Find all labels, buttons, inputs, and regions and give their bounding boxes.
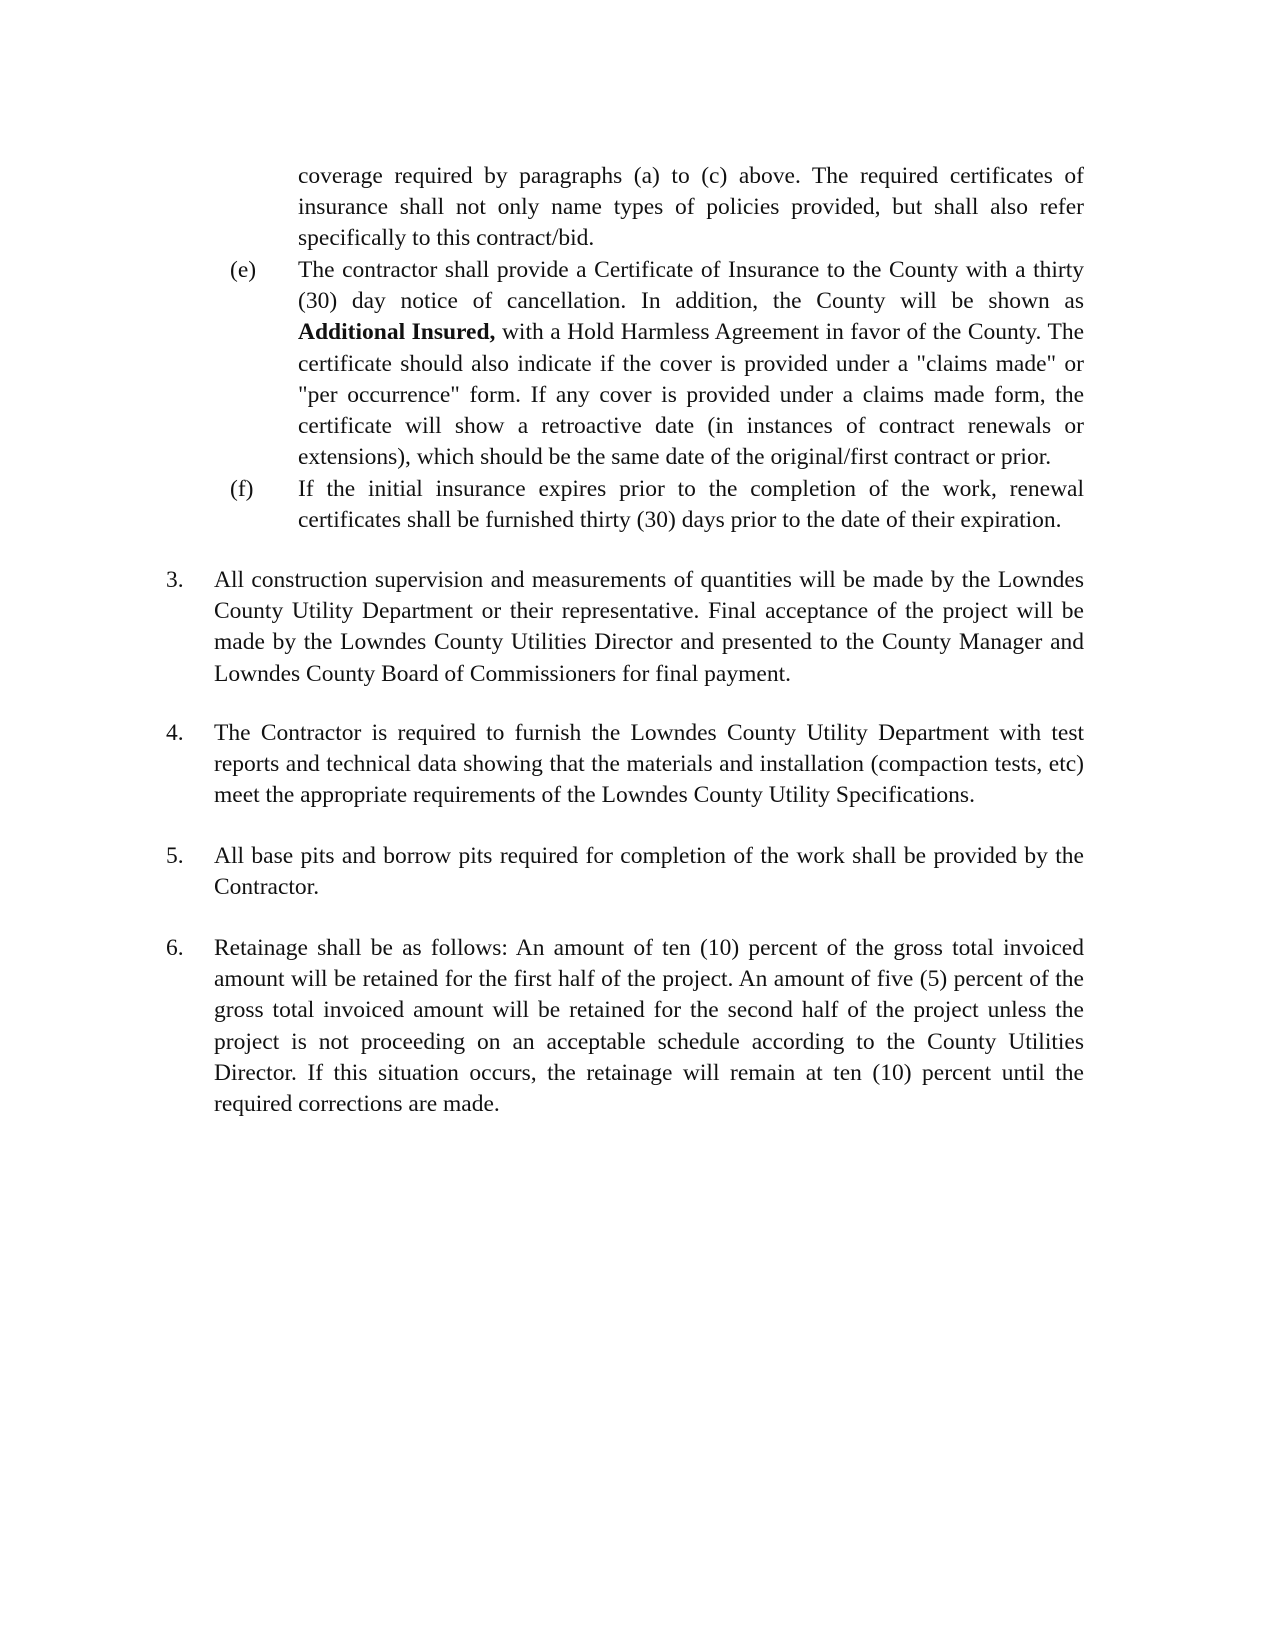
item-5-label: 5. (166, 843, 184, 869)
item-3-label: 3. (166, 567, 184, 593)
sub-item-label-f: (f) (230, 476, 254, 502)
sub-item-e-text-before: The contractor shall provide a Certificate of Insurance to the County with a thirty (30) day notice of cancellation. In addition, the County will be shown as (298, 257, 1084, 315)
item-4-text: The Contractor is required to furnish the Lowndes County Utility Department with test reports and technical data showing that the materials and installation (compaction tests, etc) meet the appropriate requirements of the Lowndes County Utility Specifications. (214, 720, 1084, 809)
sub-item-e-text (298, 255, 1084, 473)
item-4-label: 4. (166, 720, 184, 746)
additional-insured-bold: Additional Insured, (298, 319, 496, 346)
continuation-paragraph: coverage required by paragraphs (a) to (c) above. The required certificates of insurance shall not only name types of policies provided, but shall also refer specifically to this contract/bid. (298, 163, 1084, 252)
item-6-label: 6. (166, 935, 184, 961)
sub-item-f-text: If the initial insurance expires prior to the completion of the work, renewal certificates shall be furnished thirty (30) days prior to the date of their expiration. (298, 476, 1084, 534)
sub-item-label-e: (e) (230, 257, 257, 283)
item-6-text: Retainage shall be as follows: An amount of ten (10) percent of the gross total invoiced amount will be retained for the first half of the project. An amount of five (5) percent of the gross total invoiced amount will be retained for the second half of the project unless the project is not proceeding on an acceptable schedule according to the County Utilities Director. If this situation occurs, the retainage will remain at ten (10) percent until the required corrections are made. (214, 935, 1084, 1118)
item-5-text: All base pits and borrow pits required for completion of the work shall be provided by the Contractor. (214, 843, 1084, 901)
sub-item-e-text-after: with a Hold Harmless Agreement in favor of the County. The certificate should also indicate if the cover is provided under a "claims made" or "per occurrence" form. If any cover is provided under a claims made form, the certificate will show a retroactive date (in instances of contract renewals or extensions), which should be the same date of the original/first contract or prior. (298, 319, 1084, 471)
item-3-text: All construction supervision and measurements of quantities will be made by the Lowndes County Utility Department or their representative. Final acceptance of the project will be made by the Lowndes County Utilities Director and presented to the County Manager and Lowndes County Board of Commissioners for final payment. (214, 567, 1084, 687)
